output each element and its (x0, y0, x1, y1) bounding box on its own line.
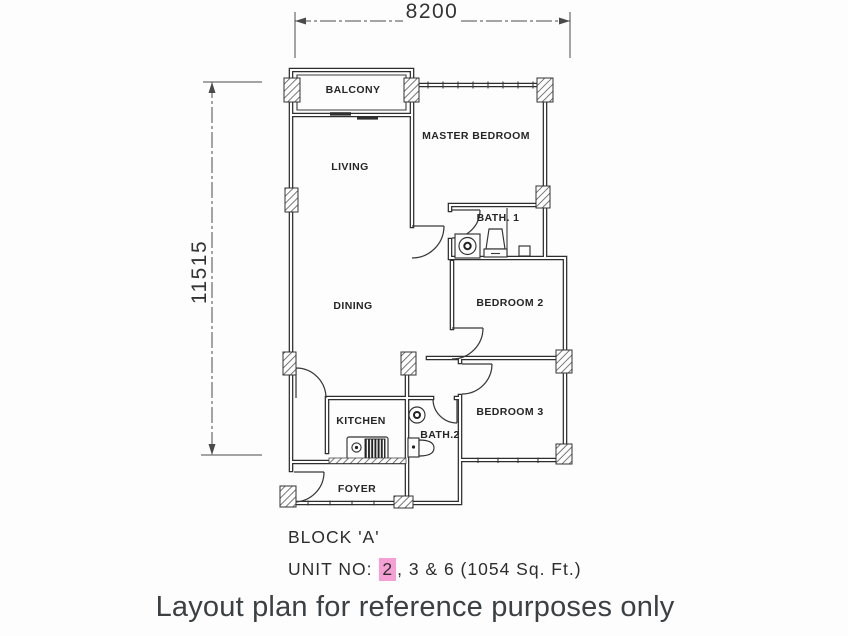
room-label-living: LIVING (331, 161, 369, 173)
dimension-top (295, 0, 570, 58)
bath1-sink-icon (455, 234, 480, 258)
unit-number-line (288, 558, 582, 581)
room-label-balcony: BALCONY (325, 84, 381, 96)
caption-text: Layout plan for reference purposes only (155, 591, 675, 623)
room-label-kitchen: KITCHEN (336, 415, 386, 427)
room-label-bedroom2: BEDROOM 2 (476, 297, 544, 309)
bath1-cabinet-icon (519, 246, 530, 256)
kitchen-counter-icon (329, 458, 406, 464)
column-icon (556, 350, 572, 373)
column-icon (537, 78, 553, 102)
column-icon (556, 444, 572, 464)
bath2-door-icon (433, 399, 457, 423)
unit-number-highlight: 2 (379, 558, 396, 581)
master-bedroom-door-icon (412, 226, 444, 258)
room-labels (326, 84, 544, 495)
bedroom3-door-icon (462, 364, 492, 394)
room-label-bath1: BATH. 1 (476, 212, 520, 224)
unit-number-rest: , 3 & 6 (1054 Sq. Ft.) (397, 559, 582, 579)
room-label-bedroom3: BEDROOM 3 (476, 406, 544, 418)
dimension-width-label: 8200 (405, 0, 459, 23)
room-label-dining: DINING (333, 300, 373, 312)
unit-number-prefix: UNIT NO: (288, 559, 379, 579)
column-icon (283, 352, 296, 375)
stove-icon (347, 437, 388, 461)
room-label-bath2: BATH.2 (420, 429, 460, 441)
dimension-left (188, 82, 262, 455)
bedroom2-door-icon (452, 328, 483, 359)
room-label-master-bedroom: MASTER BEDROOM (422, 130, 530, 142)
entrance-door-icon (294, 472, 324, 502)
dimension-height-label: 11515 (188, 239, 211, 305)
kitchen-door-icon (296, 368, 326, 398)
column-icon (280, 486, 296, 507)
column-icon (394, 496, 413, 508)
column-icon (285, 188, 298, 212)
bath2-sink-icon (409, 407, 425, 423)
column-icon (401, 352, 416, 375)
column-icon (404, 78, 419, 102)
bath1-toilet-icon (484, 229, 507, 257)
block-label: BLOCK 'A' (288, 527, 380, 547)
room-label-foyer: FOYER (337, 483, 377, 495)
column-icon (536, 186, 550, 208)
column-icon (284, 78, 300, 102)
